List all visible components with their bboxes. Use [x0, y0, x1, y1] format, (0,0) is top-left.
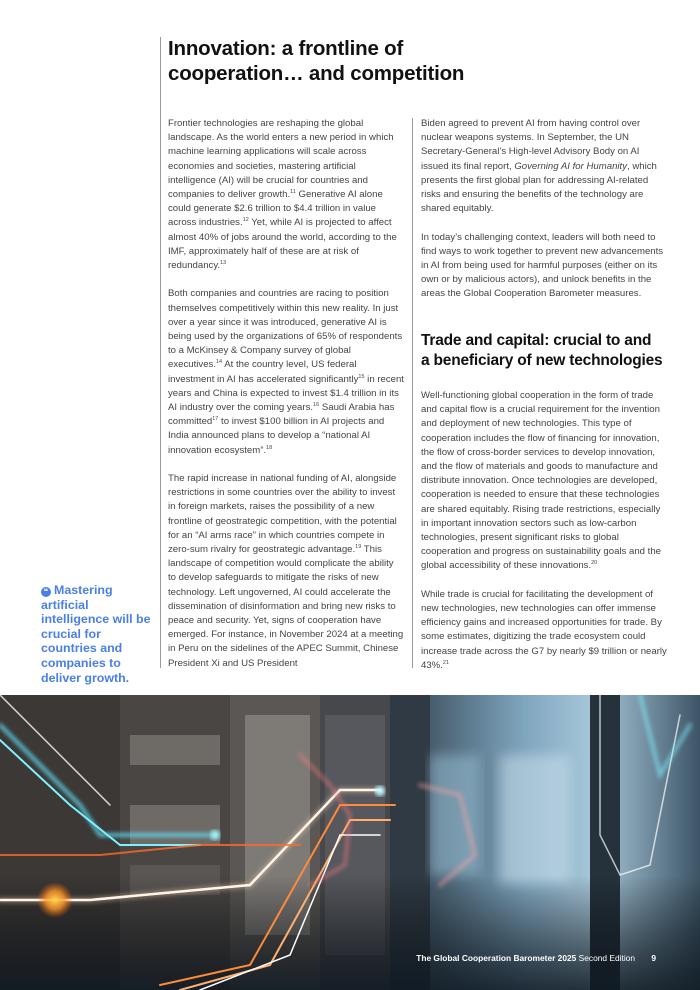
glow-orb	[37, 882, 73, 918]
text-run: Frontier technologies are reshaping the global landscape. As the world enters a new period in which machine learning applications will scale across economies and societies, mastering artificial intelligence (AI) will be crucial for countries and companies to deliver growth.	[168, 118, 394, 201]
text-run: in recent years and China is expected to invest $1.4 trillion in its AI industry over the coming years.	[168, 373, 404, 414]
page-title	[168, 36, 498, 86]
edition-label: Second Edition	[578, 953, 635, 963]
footnote-ref: 17	[212, 416, 219, 423]
footnote-ref: 13	[220, 260, 227, 267]
floor-shadow	[0, 875, 700, 990]
left-column	[168, 117, 404, 671]
paragraph	[168, 117, 404, 273]
text-run: The rapid increase in national funding of AI, alongside restrictions in some countries over the ability to invest in foreign markets, raises the possibility of a new frontline of geostrategic competition, with the potential for an “AI arms race” in which countries compete in zero-sum rivalry for geostrategic advantage.	[168, 473, 397, 556]
page-title-line-1: Innovation: a frontline of	[168, 37, 404, 60]
text-run: This landscape of competition would complicate the ability to develop safeguards to mitigate the risks of new technology. Left ungoverned, AI could accelerate the dissemination of disinformation and bring new risks to peace and security. Yet, signs of cooperation have emerged. For instance, in November 2024 at a meeting in Peru on the sidelines of the APEC Summit, Chinese President Xi and US President	[168, 544, 404, 669]
paragraph	[421, 117, 667, 216]
text-run: Saudi Arabia has committed	[168, 402, 395, 428]
column-divider-right	[412, 118, 413, 668]
footnote-ref: 21	[442, 659, 449, 666]
pull-quote-text: Mastering artificial intelligence will be crucial for countries and companies to deliver growth.	[41, 583, 151, 685]
footnote-ref: 15	[358, 373, 365, 380]
publication-title: The Global Cooperation Barometer 2025	[416, 953, 577, 963]
quote-icon: ❝	[41, 587, 51, 597]
section-heading	[421, 331, 681, 371]
page-title-line-2: cooperation… and competition	[168, 62, 465, 85]
text-run: While trade is crucial for facilitating the development of new technologies, new technologies can offer immense efficiency gains and increased opportunities for trade. By some estimates, digitizing the trade ecosystem could increase trade across the G7 by nearly $9 trillion or nearly 43%.	[421, 588, 667, 671]
right-column	[421, 117, 667, 302]
section-body	[421, 389, 667, 673]
glow-dot	[210, 830, 220, 840]
footnote-ref: 20	[591, 560, 598, 567]
paragraph	[421, 231, 667, 302]
paragraph	[168, 472, 404, 671]
column-divider-left	[160, 37, 161, 668]
glow-dot	[375, 786, 385, 796]
text-run: Both companies and countries are racing to position themselves competitively within this new reality. In just over a year since it was introduced, generative AI is being used by the organizations of 65% of respondents to a McKinsey & Company survey of global executives.	[168, 288, 403, 371]
paragraph	[168, 287, 404, 457]
footnote-ref: 12	[242, 217, 249, 224]
hero-image	[0, 695, 700, 990]
text-run: Generative AI alone could generate $2.6 trillion to $4.4 trillion in value across industries.	[168, 189, 383, 229]
footnote-ref: 18	[266, 444, 273, 451]
text-run: At the country level, US federal investment in AI has accelerated significantly	[168, 359, 359, 385]
section-heading-line-1: Trade and capital: crucial to and	[421, 332, 652, 349]
text-run: In today’s challenging context, leaders will both need to find ways to work together to prevent new advancements in AI from being used for harmful purposes (either on its own or by malicious actors), and unlock benefits in the areas the Global Cooperation Barometer measures.	[421, 231, 664, 300]
footnote-ref: 19	[355, 544, 362, 551]
footnote-ref: 16	[313, 402, 320, 409]
paragraph	[421, 389, 667, 574]
pull-quote	[41, 583, 157, 685]
server-room-illustration	[0, 695, 700, 990]
text-run: Biden agreed to prevent AI from having control over nuclear weapons systems. In September, the UN Secretary-General’s High-level Advisory Body on AI issued its final report,	[421, 118, 641, 172]
section-heading-line-2: a beneficiary of new technologies	[421, 352, 663, 369]
text-run: to invest $100 billion in AI projects and India announced plans to develop a “national AI innovation ecosystem”.	[168, 416, 385, 456]
italic-title: Governing AI for Humanity	[514, 160, 628, 172]
page-number: 9	[651, 953, 656, 963]
paragraph	[421, 588, 667, 673]
text-run: , which presents the first global plan for addressing AI-related risks and ensuring the benefits of the technology are shared equitably.	[421, 160, 657, 215]
text-run: Yet, while AI is projected to affect almost 40% of jobs around the world, according to the IMF, approximately half of these are at risk of redundancy.	[168, 217, 397, 272]
footnote-ref: 11	[290, 189, 296, 196]
footnote-ref: 14	[216, 359, 223, 366]
page-footer	[416, 953, 656, 963]
text-run: Well-functioning global cooperation in the form of trade and capital flow is a crucial requirement for the invention and deployment of new technologies. This type of cooperation includes the flow of financing for innovation, the flow of cross-border services to develop innovation, and the flow of materials and goods to manufacture and distribute innovation. Once technologies are developed, cooperation is needed to ensure that these technologies are shared equitably. Rising trade restrictions, especially in important innovation sectors such as low-carbon technologies, present significant risks to global cooperation and progress on sustainability goals and the global accessibility of these innovations.	[421, 390, 662, 572]
